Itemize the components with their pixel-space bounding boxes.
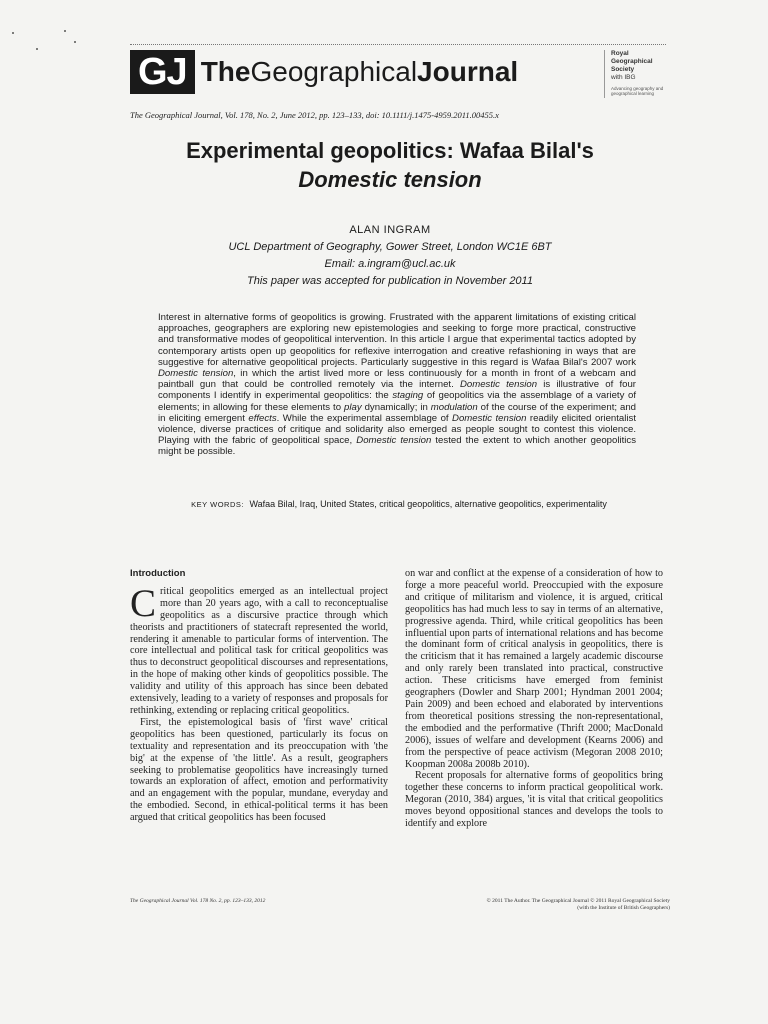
title-line-1: Experimental geopolitics: Wafaa Bilal's <box>186 138 594 163</box>
key-words-text: Wafaa Bilal, Iraq, United States, critical geopolitics, alternative geopolitics, experimentality <box>249 499 607 509</box>
key-words <box>180 498 618 511</box>
abstract-text: . While the experimental assemblage of <box>276 412 453 424</box>
author-block <box>130 222 650 290</box>
abstract-emphasis: modulation <box>430 401 478 413</box>
body-paragraph <box>130 581 388 717</box>
body-paragraph-text: ritical geopolitics emerged as an intellectual project more than 20 years ago, with a call to reconceptualise geopolitics as a discursive practice through which theorists and practitioners of statecraft represented the world, rendering it amenable to particular forms of intervention. The core intellectual and political task for critical geopolitics was thus to deconstruct geopolitical discourses and representations, in the hope of making other kinds of geopolitics possible. The validity and utility of this approach has since been debated extensively, leading to a variety of responses and proposals for rethinking, extending or replacing critical geopolitics. <box>130 585 388 716</box>
journal-name-the: The <box>200 56 251 87</box>
abstract-text: , in which the artist lived more or less continuously for a month in front of a webcam and paintball gun that could be controlled remotely via the internet. <box>158 368 636 391</box>
author-name: ALAN INGRAM <box>349 224 431 236</box>
rgs-line-1: Royal <box>611 50 629 57</box>
abstract-text: dynamically; in <box>361 401 431 413</box>
abstract-emphasis: play <box>344 401 362 413</box>
abstract <box>158 312 636 458</box>
abstract-emphasis: effects <box>248 412 277 424</box>
body-paragraph: on war and conflict at the expense of a consideration of how to forge a more peaceful world. Preoccupied with the exposure and critique of militarism and violence, it is argued, critical geopolitics has had much less to say in terms of an alternative, progressive agenda. Third, while critical geopolitics has been influential upon parts of international relations and has become the dominant form of critical analysis in geopolitics, there is the criticism that it has remained a largely academic discourse and only rarely been translated into practical, constructive action. These criticisms have emerged from feminist geographers (Dowler and Sharp 2001; Hyndman 2001 2004; Pain 2009) and been echoed and elaborated by interventions from theoretical positions stressing the non-representational, the embodied and the performative (Thrift 2000; MacDonald 2006), issues of welfare and development (Kearns 2006) and from the perspective of peace activism (Megoran 2008 2010; Koopman 2008a 2008b 2010). <box>405 568 663 770</box>
title-line-2: Domestic tension <box>298 167 482 192</box>
rgs-tagline: Advancing geography and geographical learning <box>611 86 664 96</box>
body-paragraph: Recent proposals for alternative forms of geopolitics bring together these concerns to inform practical geopolitical work. Megoran (2010, 384) argues, 'it is vital that critical geopolitics moves beyond oppositional stances and develops the tools to identify and explore <box>405 770 663 830</box>
rgs-line-3: Society <box>611 66 635 73</box>
abstract-emphasis: Domestic tension <box>452 412 527 424</box>
article-citation: The Geographical Journal, Vol. 178, No. 2, June 2012, pp. 123–133, doi: 10.1111/j.1475-4959.2011.00455.x <box>130 110 499 120</box>
body-column-left <box>130 568 388 824</box>
abstract-text: is illustrative of four components I identify in experimental geopolitics: the <box>158 379 636 402</box>
body-column-right <box>405 568 663 830</box>
journal-logo <box>130 50 568 94</box>
abstract-emphasis: Domestic tension <box>356 435 432 447</box>
abstract-text: of geopolitics via the assemblage of a variety of elements; in allowing for these elements to <box>158 390 637 413</box>
gj-logo-mark: GJ <box>130 50 195 94</box>
footer-citation: The Geographical Journal Vol. 178 No. 2, pp. 123–133, 2012 <box>130 898 266 904</box>
abstract-text: readily elicited orientalist violence, diverse practices of critique and solidarity also emerged as people sought to contest this violence. Playing with the fabric of geopolitical space, <box>158 412 636 447</box>
section-heading: Introduction <box>130 568 186 579</box>
scan-speck <box>36 48 38 50</box>
journal-name-journal: Journal <box>417 56 519 87</box>
drop-cap: C <box>130 581 157 625</box>
abstract-emphasis: Domestic tension <box>459 379 538 391</box>
footer-copyright <box>395 898 670 912</box>
scan-speck <box>74 41 76 43</box>
abstract-text: Interest in alternative forms of geopolitics is growing. Frustrated with the apparent limitations of existing critical approaches, geographers are exploring new epistemologies and seeking to forge more practical, constructive and transformative modes of geopolitical intervention. In this article I argue that experimental tactics adopted by contemporary artists open up geopolitics for reflexive interrogation and creative refashioning in ways that are suggestive for alternative geopolitical projects. Particularly suggestive in this regard is Wafaa Bilal's 2007 work <box>158 312 636 368</box>
abstract-emphasis: Domestic tension <box>158 368 234 380</box>
journal-name-geographical: Geographical <box>250 56 418 87</box>
abstract-text: of the course of the experiment; and in eliciting emergent <box>158 401 637 424</box>
rgs-logo <box>604 50 671 98</box>
body-paragraph: First, the epistemological basis of 'first wave' critical geopolitics has been questioned, particularly its focus on textuality and representation and its preoccupation with 'the big' at the expense of 'the little'. As a result, geographers seeking to problematise geopolitics have increasingly turned towards an exploration of affect, emotion and performativity and an engagement with the popular, mundane, everyday and the embodied. Second, in ethical-political terms it has been argued that critical geopolitics has been focused <box>130 716 388 824</box>
scan-speck <box>64 30 66 32</box>
author-affiliation: UCL Department of Geography, Gower Street, London WC1E 6BT <box>228 241 552 253</box>
journal-masthead <box>130 44 666 102</box>
copyright-line-1: © 2011 The Author. The Geographical Journal © 2011 Royal Geographical Society <box>486 898 670 904</box>
key-words-label: KEY WORDS: <box>191 500 244 509</box>
article-title <box>100 136 680 194</box>
rgs-line-2: Geographical <box>611 58 653 65</box>
author-email: Email: a.ingram@ucl.ac.uk <box>324 258 456 270</box>
abstract-emphasis: staging <box>392 390 424 402</box>
masthead-rule <box>130 44 666 45</box>
journal-name <box>195 56 518 88</box>
acceptance-note: This paper was accepted for publication in November 2011 <box>247 275 533 287</box>
scan-speck <box>12 32 14 34</box>
rgs-line-4: with IBG <box>611 74 636 81</box>
copyright-line-2: (with the Institute of British Geographers) <box>577 905 670 911</box>
abstract-text: tested the extent to which another geopolitics might be possible. <box>158 435 636 458</box>
